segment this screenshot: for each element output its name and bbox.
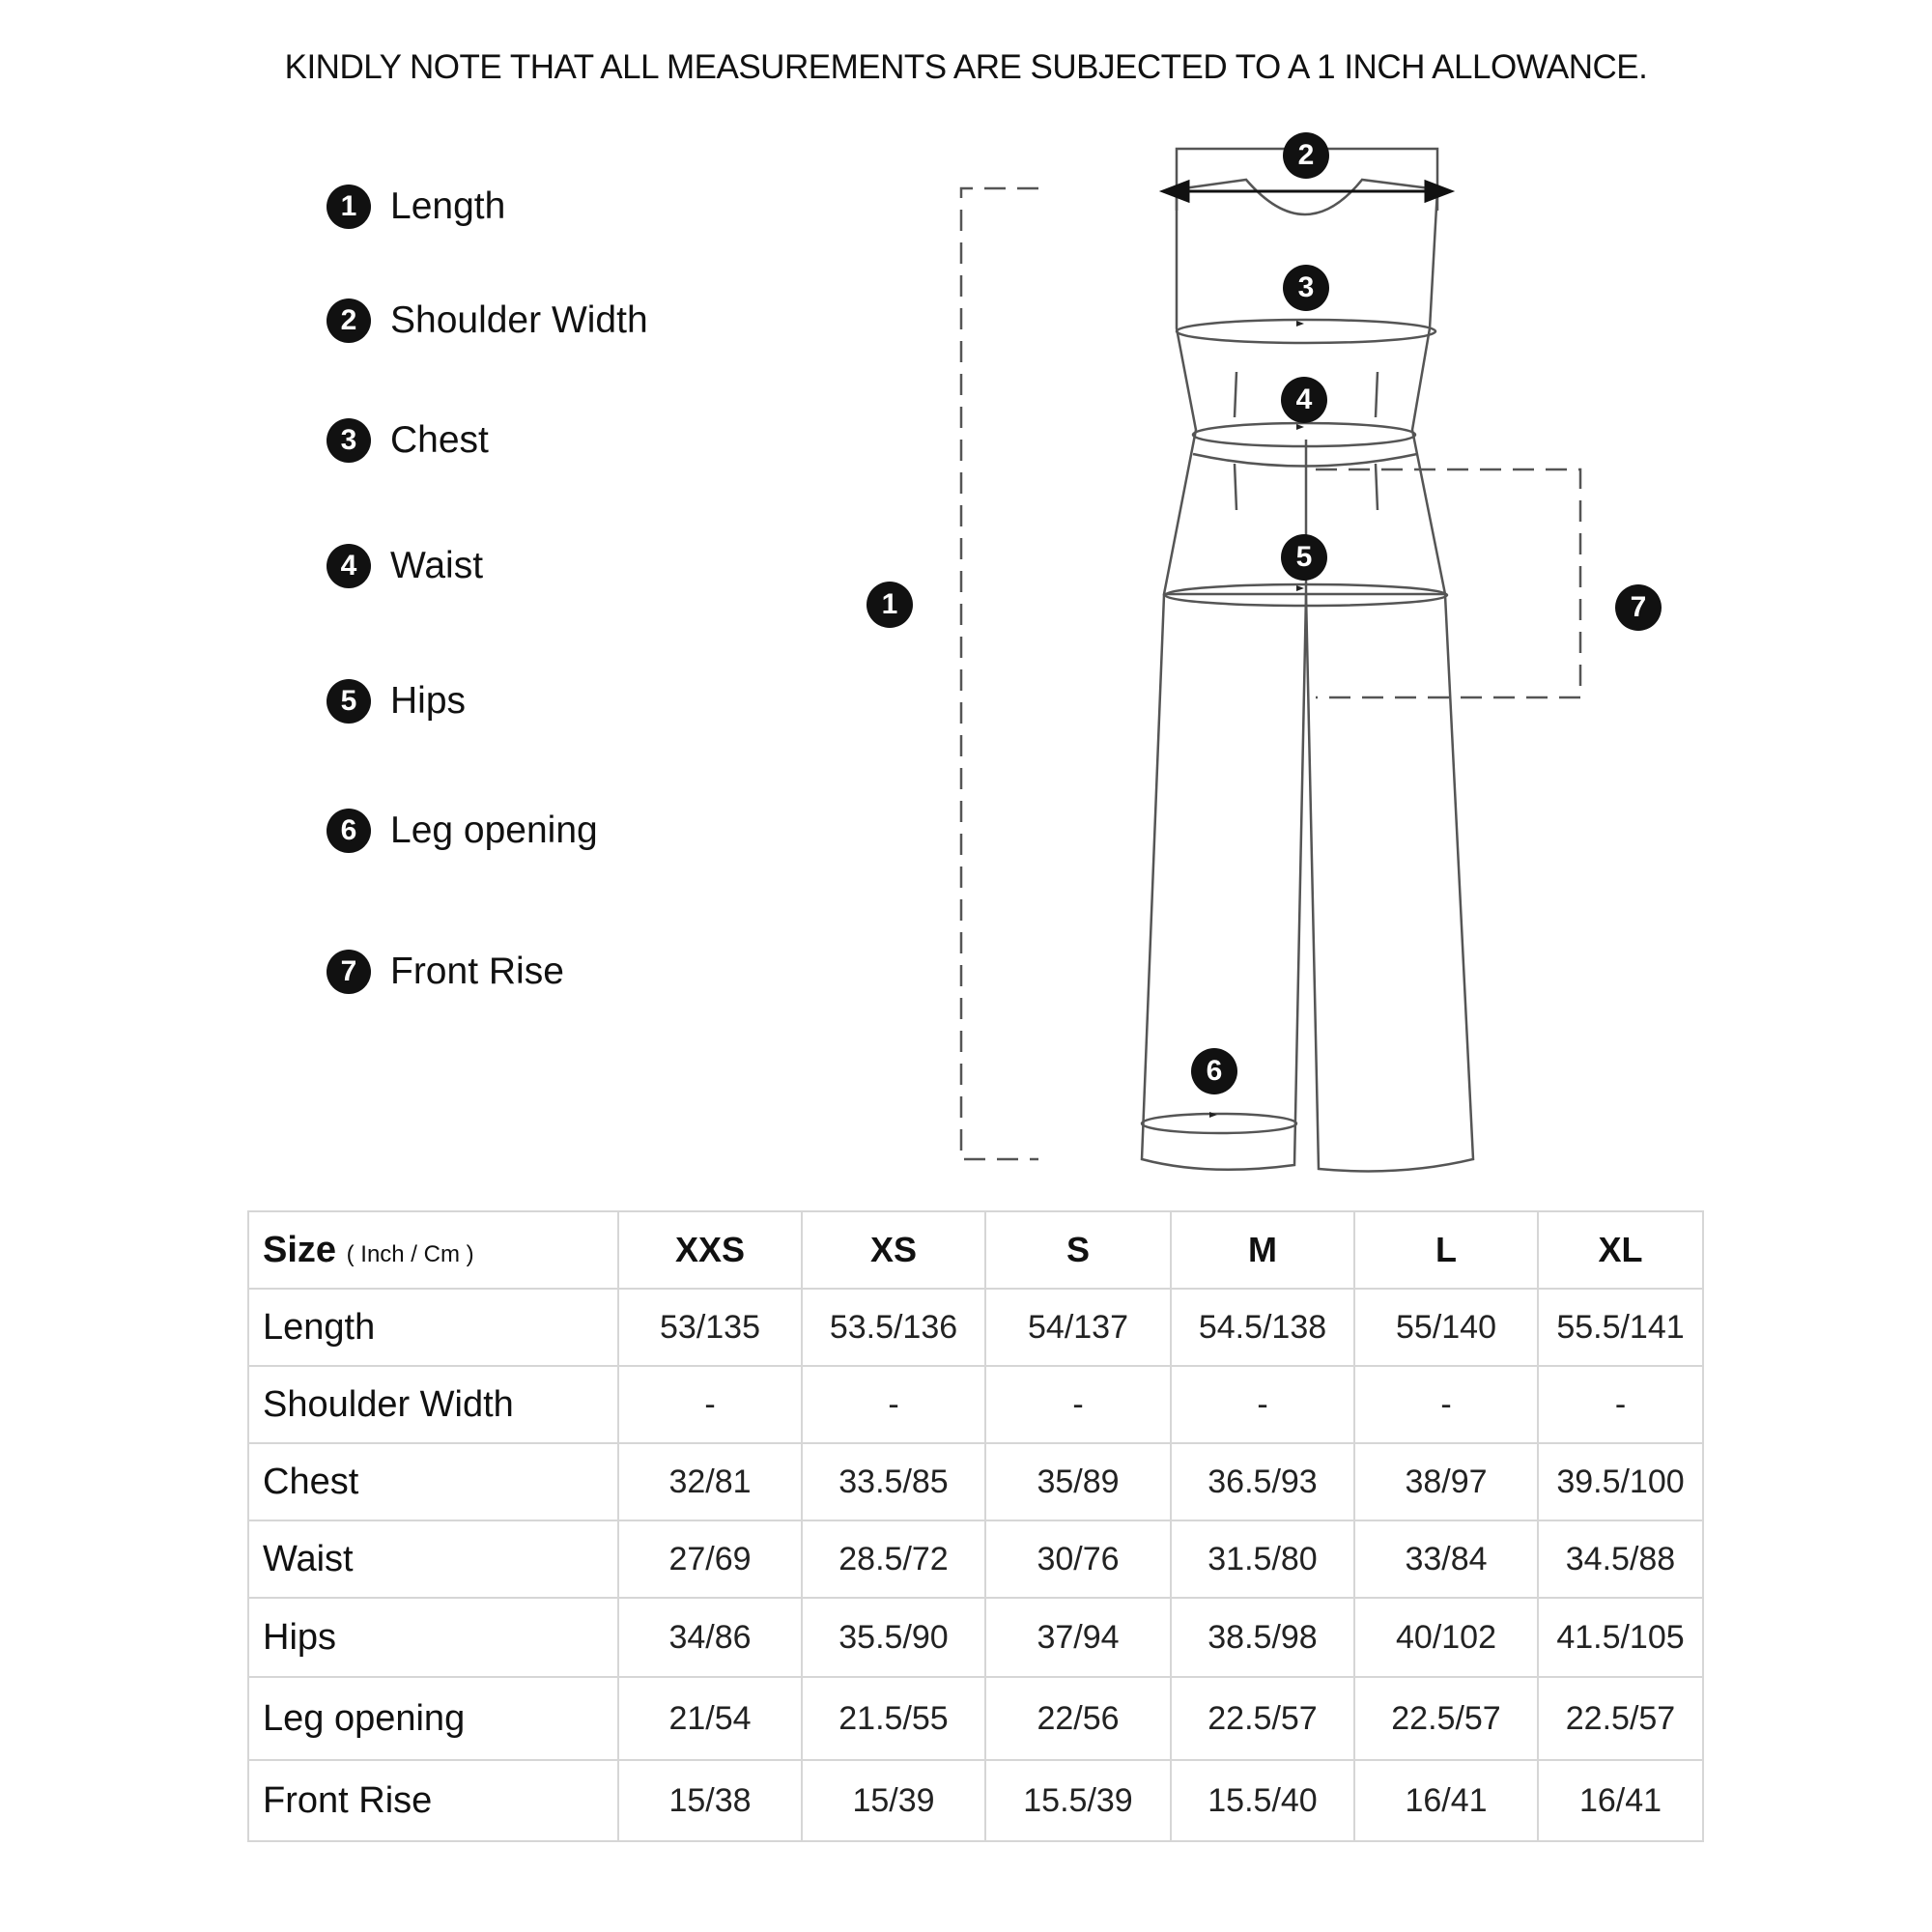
table-cell: 35/89: [985, 1443, 1171, 1520]
size-unit-label: ( Inch / Cm ): [346, 1240, 474, 1267]
diagram-marker-4: 4: [1281, 377, 1327, 423]
table-row: [248, 1520, 1703, 1598]
diagram-marker-7: 7: [1615, 584, 1662, 631]
table-cell: 53/135: [618, 1289, 802, 1366]
diagram-marker-2: 2: [1283, 132, 1329, 179]
size-l-header: L: [1354, 1211, 1538, 1289]
table-cell: 32/81: [618, 1443, 802, 1520]
table-cell: 38.5/98: [1171, 1598, 1354, 1677]
size-m-header: M: [1171, 1211, 1354, 1289]
legend-label: Hips: [390, 680, 467, 722]
diagram-marker-5: 5: [1281, 534, 1327, 581]
leg-opening-line: [1142, 1114, 1296, 1133]
allowance-notice: KINDLY NOTE THAT ALL MEASUREMENTS ARE SUBJECTED TO A 1 INCH ALLOWANCE.: [284, 48, 1648, 86]
legend-label: Chest: [390, 419, 489, 461]
row-label: Chest: [248, 1443, 618, 1520]
table-cell: -: [985, 1366, 1171, 1443]
table-cell: -: [1538, 1366, 1703, 1443]
table-cell: 41.5/105: [1538, 1598, 1703, 1677]
legend-number: 3: [327, 418, 371, 463]
size-xs-header: XS: [802, 1211, 985, 1289]
size-s-header: S: [985, 1211, 1171, 1289]
table-cell: 21.5/55: [802, 1677, 985, 1760]
table-cell: 22/56: [985, 1677, 1171, 1760]
table-header-row: [248, 1211, 1703, 1289]
legend-number: 1: [327, 185, 371, 229]
table-row: [248, 1443, 1703, 1520]
neckline: [1177, 180, 1437, 214]
legend-number: 4: [327, 544, 371, 588]
table-cell: 16/41: [1538, 1760, 1703, 1841]
legend-number: 2: [327, 298, 371, 343]
right-leg: [1306, 595, 1473, 1171]
table-cell: 15/39: [802, 1760, 985, 1841]
chest-arrow: [1296, 321, 1304, 327]
table-cell: 22.5/57: [1354, 1677, 1538, 1760]
table-cell: 55.5/141: [1538, 1289, 1703, 1366]
table-row: [248, 1366, 1703, 1443]
table-row: [248, 1289, 1703, 1366]
table-cell: 30/76: [985, 1520, 1171, 1598]
row-label: Waist: [248, 1520, 618, 1598]
legend-label: Length: [390, 185, 506, 227]
table-cell: 31.5/80: [1171, 1520, 1354, 1598]
diagram-marker-1: 1: [867, 582, 913, 628]
legend-label: Leg opening: [390, 810, 598, 851]
row-label: Length: [248, 1289, 618, 1366]
size-xxs-header: XXS: [618, 1211, 802, 1289]
table-cell: 55/140: [1354, 1289, 1538, 1366]
row-label: Shoulder Width: [248, 1366, 618, 1443]
table-cell: 37/94: [985, 1598, 1171, 1677]
table-cell: 40/102: [1354, 1598, 1538, 1677]
table-cell: 54/137: [985, 1289, 1171, 1366]
table-cell: -: [618, 1366, 802, 1443]
table-cell: 28.5/72: [802, 1520, 985, 1598]
table-cell: -: [1171, 1366, 1354, 1443]
table-cell: -: [802, 1366, 985, 1443]
row-label: Hips: [248, 1598, 618, 1677]
row-label: Leg opening: [248, 1677, 618, 1760]
table-cell: 54.5/138: [1171, 1289, 1354, 1366]
table-cell: 33.5/85: [802, 1443, 985, 1520]
size-header-cell: [248, 1211, 618, 1289]
hips-arrow: [1296, 585, 1304, 591]
table-cell: 39.5/100: [1538, 1443, 1703, 1520]
diagram-marker-3: 3: [1283, 265, 1329, 311]
table-cell: 15/38: [618, 1760, 802, 1841]
legend-label: Front Rise: [390, 951, 564, 992]
table-cell: 38/97: [1354, 1443, 1538, 1520]
table-cell: 15.5/39: [985, 1760, 1171, 1841]
table-cell: 53.5/136: [802, 1289, 985, 1366]
size-xl-header: XL: [1538, 1211, 1703, 1289]
table-cell: 34.5/88: [1538, 1520, 1703, 1598]
legend-number: 5: [327, 679, 371, 724]
right-dart: [1376, 372, 1378, 510]
size-chart-table: [247, 1210, 1704, 1842]
left-dart: [1235, 372, 1236, 510]
legend-label: Shoulder Width: [390, 299, 648, 341]
table-cell: 16/41: [1354, 1760, 1538, 1841]
row-label: Front Rise: [248, 1760, 618, 1841]
table-cell: 33/84: [1354, 1520, 1538, 1598]
table-cell: -: [1354, 1366, 1538, 1443]
table-row: [248, 1760, 1703, 1841]
diagram-marker-6: 6: [1191, 1048, 1237, 1094]
length-bracket: [961, 188, 1038, 1159]
table-row: [248, 1677, 1703, 1760]
table-cell: 22.5/57: [1171, 1677, 1354, 1760]
table-cell: 36.5/93: [1171, 1443, 1354, 1520]
legend-number: 6: [327, 809, 371, 853]
legend-label: Waist: [390, 545, 484, 586]
legend-number: 7: [327, 950, 371, 994]
table-cell: 21/54: [618, 1677, 802, 1760]
table-cell: 34/86: [618, 1598, 802, 1677]
table-cell: 35.5/90: [802, 1598, 985, 1677]
size-header-label: Size: [263, 1229, 337, 1270]
table-row: [248, 1598, 1703, 1677]
table-cell: 15.5/40: [1171, 1760, 1354, 1841]
chest-line: [1177, 320, 1435, 343]
table-cell: 22.5/57: [1538, 1677, 1703, 1760]
waistband-top: [1193, 423, 1415, 446]
table-cell: 27/69: [618, 1520, 802, 1598]
waist-arrow: [1296, 424, 1304, 430]
